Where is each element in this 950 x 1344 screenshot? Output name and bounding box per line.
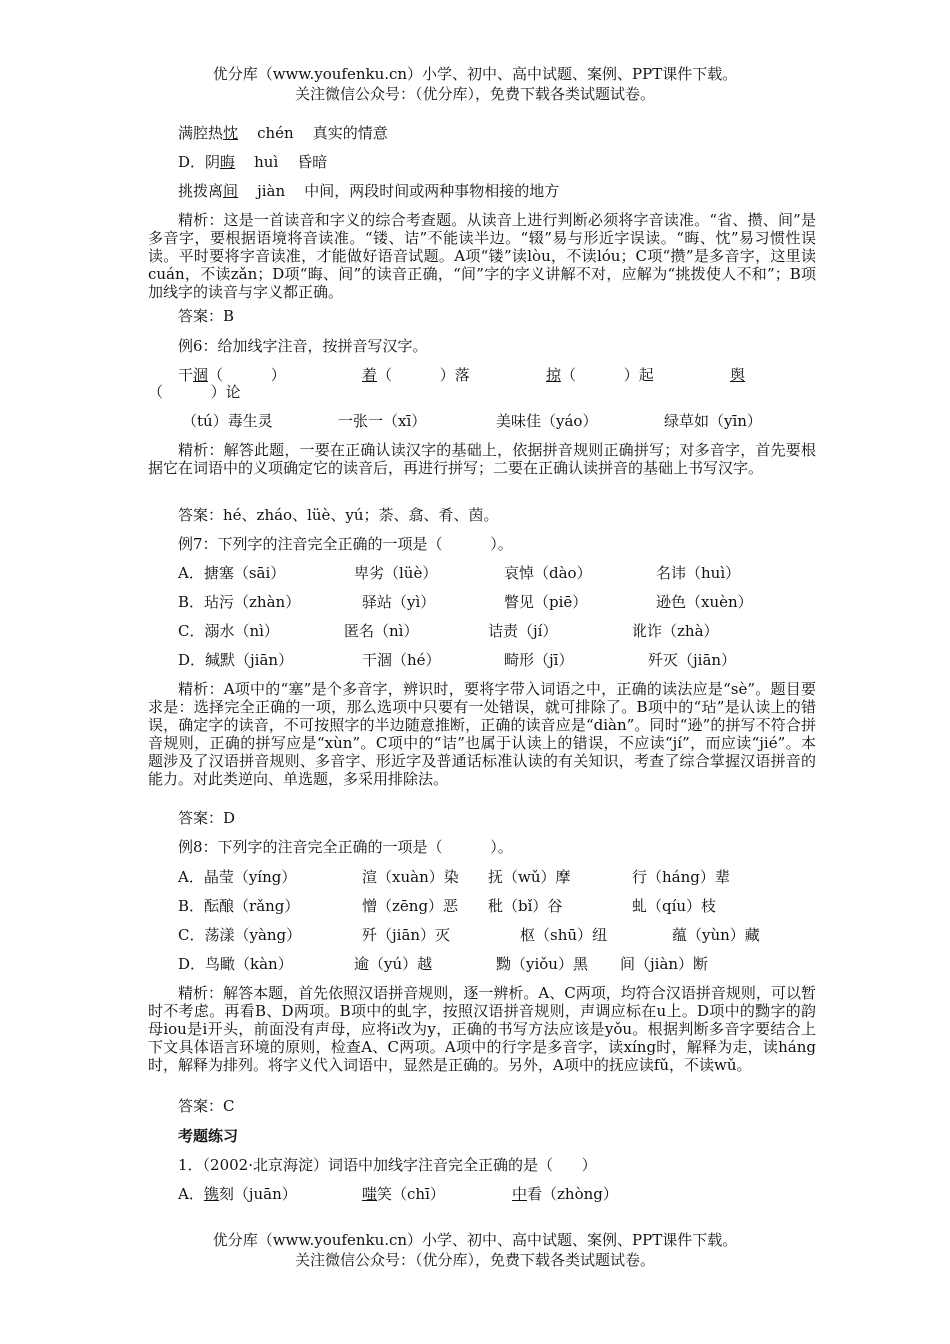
example-6-title: 例6：给加线字注音，按拼音写汉字。 xyxy=(178,337,428,355)
top-item-3: 挑拨离间 jiàn 中间，两段时间或两种事物相接的地方 xyxy=(178,182,560,200)
header-line-1: 优分库（www.youfenku.cn）小学、初中、高中试题、案例、PPT课件下载。 xyxy=(212,65,738,83)
q1-option-3: 中看（zhòng） xyxy=(512,1185,618,1203)
analysis-paragraph-1: 精析：这是一首读音和字义的综合考查题。从读音上进行判断必须将字音读准。“省、攒、间”是多音字，要根据语境将音读准。“镂、诘”不能读半边。“辍”易与形近字误读。“晦、忱”易习惯性误读。平时要将字音读准，才能做好语音试题。A项“镂”读lòu，不读lóu；C项“攒”是多音字，这里读cuán，不读zǎn；D项“晦、间”的读音正确，“间”字的字义讲解不对，应解为“挑拨使人不和”；B项加线字的读音与字义都正确。 xyxy=(148,211,816,301)
ex7-a-3: 哀悼（dào） xyxy=(504,564,592,582)
ex6-item-2: 着（ ）落 xyxy=(362,366,470,384)
ex8-c-1: C．荡漾（yàng） xyxy=(178,926,302,944)
ex8-b-4: 虬（qíu）枝 xyxy=(632,897,717,915)
ex7-b-4: 逊色（xuèn） xyxy=(656,593,753,611)
ex7-b-1: B．玷污（zhàn） xyxy=(178,593,301,611)
q1-option-1: A．镌刻（juān） xyxy=(178,1185,297,1203)
example-7-title: 例7：下列字的注音完全正确的一项是（ ）。 xyxy=(178,535,513,553)
ex6-item-1: 干涸（ ） xyxy=(178,366,286,384)
page-header xyxy=(0,64,950,104)
q1-option-2: 嗤笑（chī） xyxy=(362,1185,445,1203)
ex7-a-2: 卑劣（lüè） xyxy=(354,564,438,582)
ex8-a-2: 渲（xuàn）染 xyxy=(362,868,459,886)
ex8-b-3: 秕（bǐ）谷 xyxy=(488,897,563,915)
underlined-char: 间 xyxy=(223,182,239,200)
answer-3: 答案：D xyxy=(178,809,236,827)
top-item-1: 满腔热忱 chén 真实的情意 xyxy=(178,124,388,142)
ex6-item-4: 舆 xyxy=(730,366,746,384)
ex8-d-3: 黝（yiǒu）黑 xyxy=(496,955,588,973)
top-item-2: D．阴晦 huì 昏暗 xyxy=(178,153,328,171)
footer-line-2: 关注微信公众号：（优分库），免费下载各类试题试卷。 xyxy=(294,1251,655,1269)
answer-1: 答案：B xyxy=(178,307,235,325)
ex7-d-3: 畸形（jī） xyxy=(504,651,574,669)
ex8-a-3: 抚（wǔ）摩 xyxy=(488,868,571,886)
ex6-pinyin-3: 美味佳（yáo） xyxy=(496,412,598,430)
ex8-d-1: D．鸟瞰（kàn） xyxy=(178,955,293,973)
ex8-c-2: 歼（jiān）灭 xyxy=(362,926,451,944)
ex8-d-2: 逾（yú）越 xyxy=(354,955,433,973)
ex7-c-2: 匿名（nì） xyxy=(344,622,419,640)
ex6-item-4-cont: （ ）论 xyxy=(148,383,241,401)
answer-2: 答案：hé、zháo、lüè、yú；荼、翕、肴、茵。 xyxy=(178,506,499,524)
ex8-a-1: A．晶莹（yíng） xyxy=(178,868,297,886)
answer-4: 答案：C xyxy=(178,1097,235,1115)
ex6-item-3: 掠（ ）起 xyxy=(546,366,654,384)
page-footer xyxy=(0,1230,950,1270)
ex7-d-4: 歼灭（jiān） xyxy=(648,651,737,669)
analysis-paragraph-3: 精析：A项中的“塞”是个多音字，辨识时，要将字带入词语之中，正确的读法应是“sè”。题目要求是：选择完全正确的一项，那么选项中只要有一处错误，就可排除了。B项中的“玷”是认读上的错误，确定字的读音，不可按照字的半边随意推断，正确的读音应是“diàn”。同时“逊”的拼写不符合拼音规则，正确的拼写应是“xùn”。C项中的“诘”也属于认读上的错误，不应读“jí”，而应读“jié”。本题涉及了汉语拼音规则、多音字、形近字及普通话标准认读的有关知识，考查了综合掌握汉语拼音的能力。对此类逆向、单选题，多采用排除法。 xyxy=(148,680,816,788)
ex7-a-4: 名讳（huì） xyxy=(656,564,741,582)
ex8-c-4: 蕴（yùn）藏 xyxy=(672,926,760,944)
ex7-b-2: 驿站（yì） xyxy=(362,593,436,611)
analysis-paragraph-2: 精析：解答此题，一要在正确认读汉字的基础上，依据拼音规则正确拼写；对多音字，首先要根据它在词语中的义项确定它的读音后，再进行拼写；二要在正确认读拼音的基础上书写汉字。 xyxy=(148,441,816,477)
ex7-c-4: 讹诈（zhà） xyxy=(632,622,719,640)
ex6-pinyin-1: （tú）毒生灵 xyxy=(182,412,273,430)
section-title: 考题练习 xyxy=(178,1127,239,1145)
ex8-b-2: 憎（zēng）恶 xyxy=(362,897,459,915)
ex8-b-1: B．酝酿（rǎng） xyxy=(178,897,300,915)
analysis-paragraph-4: 精析：解答本题，首先依照汉语拼音规则，逐一辨析。A、C两项，均符合汉语拼音规则，可以暂时不考虑。再看B、D两项。B项中的虬字，按照汉语拼音规则，声调应标在u上。D项中的黝字的韵母iou是i开头，前面没有声母，应将i改为y，正确的书写方法应该是yǒu。根据判断多音字要结合上下文具体语言环境的原则，检查A、C两项。A项中的行字是多音字，读xíng时，解释为走，读háng时，解释为排列。将字义代入词语中，显然是正确的。另外，A项中的抚应读fǔ，不读wǔ。 xyxy=(148,984,816,1074)
ex6-pinyin-2: 一张一（xī） xyxy=(338,412,427,430)
ex7-d-2: 干涸（hé） xyxy=(362,651,441,669)
underlined-char: 晦 xyxy=(220,153,236,171)
ex7-c-3: 诘责（jí） xyxy=(488,622,558,640)
ex6-pinyin-4: 绿草如（yīn） xyxy=(664,412,762,430)
ex7-c-1: C．溺水（nì） xyxy=(178,622,279,640)
ex7-a-1: A．搪塞（sāi） xyxy=(178,564,286,582)
ex8-d-4: 间（jiàn）断 xyxy=(620,955,709,973)
underlined-char: 忱 xyxy=(223,124,239,142)
ex8-a-4: 行（háng）辈 xyxy=(632,868,730,886)
ex7-d-1: D．缄默（jiān） xyxy=(178,651,294,669)
example-8-title: 例8：下列字的注音完全正确的一项是（ ）。 xyxy=(178,838,513,856)
footer-line-1: 优分库（www.youfenku.cn）小学、初中、高中试题、案例、PPT课件下载。 xyxy=(212,1231,738,1249)
header-line-2: 关注微信公众号：（优分库），免费下载各类试题试卷。 xyxy=(294,85,655,103)
question-1: 1．（2002·北京海淀）词语中加线字注音完全正确的是（ ） xyxy=(178,1156,597,1174)
ex7-b-3: 瞥见（piē） xyxy=(504,593,588,611)
ex8-c-3: 枢（shū）纽 xyxy=(520,926,608,944)
